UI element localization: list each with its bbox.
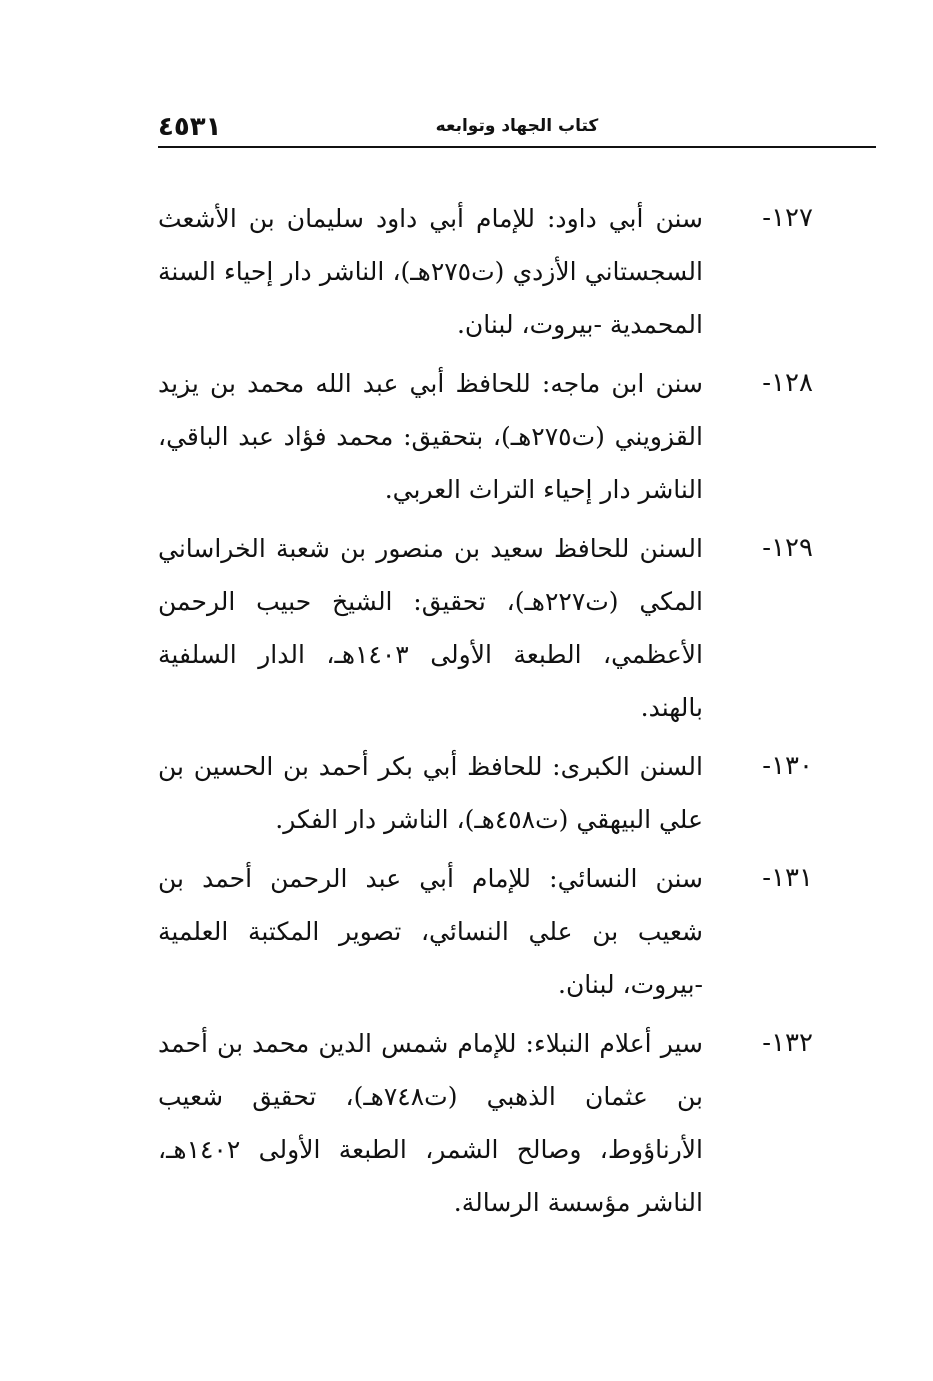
entry-number: ١٢٩- — [762, 533, 813, 563]
bibliography-entry — [158, 1017, 813, 1229]
entry-text: سير أعلام النبلاء: للإمام شمس الدين محمد بن أحمد بن عثمان الذهبي (ت٧٤٨هـ)، تحقيق شعيب الأرناؤوط، وصالح الشمر، الطبعة الأولى ١٤٠٢هـ، الناشر مؤسسة الرسالة. — [158, 1029, 703, 1217]
page-number: ٤٥٣١ — [158, 112, 222, 142]
running-title: كتاب الجهاد وتوابعه — [435, 116, 599, 136]
entry-text: السنن للحافظ سعيد بن منصور بن شعبة الخراساني المكي (ت٢٢٧هـ)، تحقيق: الشيخ حبيب الرحمن الأعظمي، الطبعة الأولى ١٤٠٣هـ، الدار السلفية بالهند. — [158, 534, 703, 722]
entry-number: ١٣٠- — [762, 751, 813, 781]
bibliography-list — [158, 192, 813, 1235]
entry-number: ١٣١- — [762, 863, 813, 893]
bibliography-entry — [158, 740, 813, 846]
entry-text: سنن أبي داود: للإمام أبي داود سليمان بن الأشعث السجستاني الأزدي (ت٢٧٥هـ)، الناشر دار إحياء السنة المحمدية -بيروت، لبنان. — [158, 204, 703, 339]
entry-text: سنن النسائي: للإمام أبي عبد الرحمن أحمد بن شعيب بن علي النسائي، تصوير المكتبة العلمية -بيروت، لبنان. — [158, 864, 703, 999]
entry-number: ١٢٧- — [762, 203, 813, 233]
entry-text: سنن ابن ماجه: للحافظ أبي عبد الله محمد بن يزيد القزويني (ت٢٧٥هـ)، بتحقيق: محمد فؤاد عبد الباقي، الناشر دار إحياء التراث العربي. — [158, 369, 703, 504]
bibliography-entry — [158, 852, 813, 1011]
bibliography-entry — [158, 522, 813, 734]
entry-text: السنن الكبرى: للحافظ أبي بكر أحمد بن الحسين بن علي البيهقي (ت٤٥٨هـ)، الناشر دار الفكر. — [158, 752, 703, 834]
entry-number: ١٣٢- — [762, 1028, 813, 1058]
page-header — [158, 110, 876, 148]
entry-number: ١٢٨- — [762, 368, 813, 398]
bibliography-entry — [158, 357, 813, 516]
bibliography-entry — [158, 192, 813, 351]
